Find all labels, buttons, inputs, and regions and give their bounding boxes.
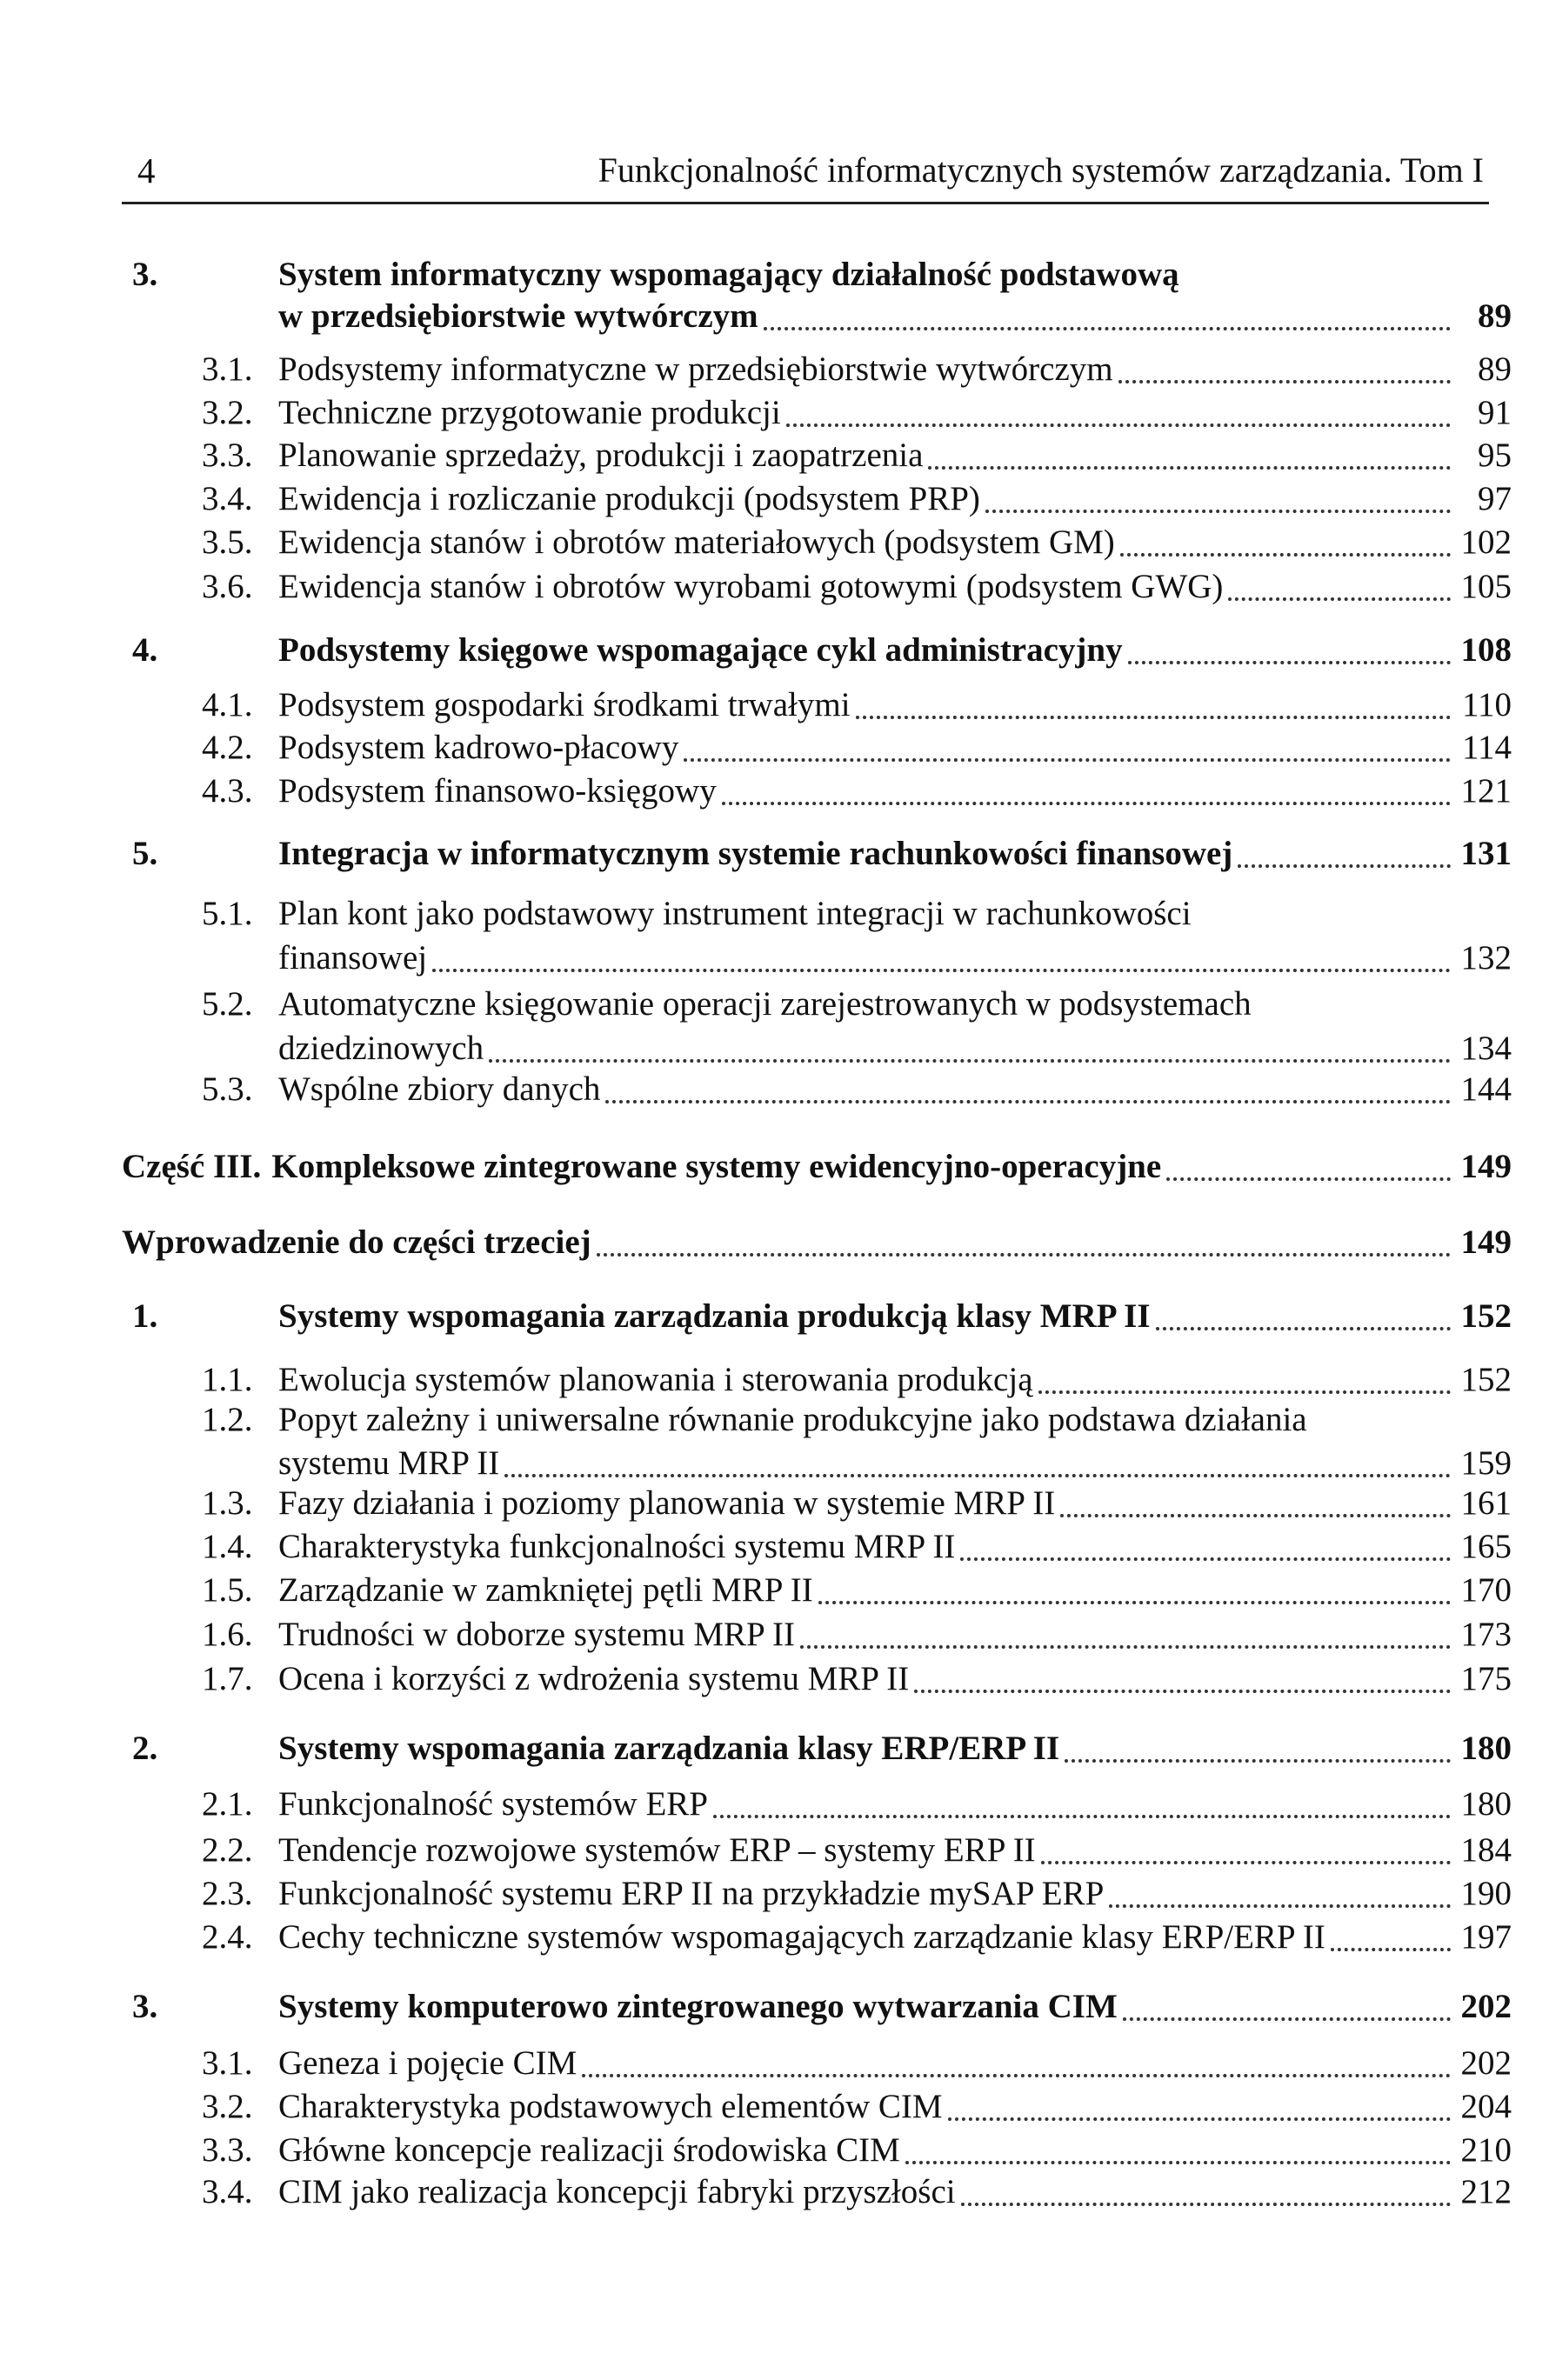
toc-title: Tendencje rozwojowe systemów ERP – systemy ERP II (278, 1831, 1036, 1869)
toc-title: CIM jako realizacja koncepcji fabryki przyszłości (278, 2173, 956, 2210)
toc-title: systemu MRP II (278, 1444, 500, 1482)
toc-page-number: 149 (1460, 1223, 1512, 1261)
toc-number: 5.1. (202, 895, 253, 932)
dot-leader (1065, 1759, 1451, 1763)
dot-leader (605, 1100, 1451, 1103)
toc-line (122, 1615, 1513, 1658)
dot-leader (1228, 597, 1451, 601)
toc-title: Ewolucja systemów planowania i sterowania produkcją (278, 1361, 1033, 1398)
toc-line (122, 1223, 1513, 1266)
toc-page-number: 89 (1478, 350, 1512, 388)
toc-line (122, 350, 1513, 393)
toc-line (122, 1784, 1513, 1828)
toc-number: 3.6. (202, 568, 253, 605)
toc-title: Główne koncepcje realizacji środowiska CIM (278, 2131, 900, 2169)
toc-page-number: 121 (1460, 772, 1512, 810)
toc-title: Wprowadzenie do części trzeciej (122, 1223, 591, 1261)
toc-page-number: 91 (1478, 394, 1512, 431)
dot-leader (432, 969, 1451, 972)
toc-line (122, 728, 1513, 771)
toc-page-number: 184 (1460, 1831, 1512, 1869)
toc-title: Charakterystyka podstawowych elementów CIM (278, 2088, 943, 2125)
toc-title: Podsystemy informatyczne w przedsiębiorstwie wytwórczym (278, 350, 1113, 388)
running-title: Funkcjonalność informatycznych systemów zarządzania. Tom I (598, 150, 1484, 190)
dot-leader (713, 1815, 1451, 1818)
toc-line (122, 1483, 1513, 1527)
toc-line (122, 938, 1513, 982)
toc-title: Wspólne zbiory danych (278, 1070, 601, 1108)
dot-leader (1041, 1861, 1451, 1864)
toc-title: Fazy działania i poziomy planowania w systemie MRP II (278, 1484, 1056, 1522)
toc-line (122, 984, 1513, 1028)
toc-number: 1.4. (202, 1528, 253, 1565)
toc-number: 3.3. (202, 437, 253, 474)
toc-line (122, 1400, 1513, 1443)
toc-page-number: 132 (1460, 939, 1512, 977)
toc-line (122, 1147, 1513, 1190)
toc-page-number: 134 (1460, 1030, 1512, 1067)
toc-line (122, 1070, 1513, 1113)
toc-line (122, 1570, 1513, 1614)
toc-title: System informatyczny wspomagający działalność podstawową (278, 256, 1179, 293)
toc-line (122, 2130, 1513, 2174)
toc-title: finansowej (278, 939, 428, 977)
toc-title: Systemy wspomagania zarządzania klasy ERP/ERP II (278, 1730, 1060, 1767)
toc-page-number: 197 (1460, 1918, 1512, 1956)
toc-line (122, 567, 1513, 610)
toc-title: Systemy wspomagania zarządzania produkcją klasy MRP II (278, 1297, 1151, 1335)
dot-leader (1166, 1177, 1451, 1181)
dot-leader (786, 423, 1451, 427)
dot-leader (1120, 553, 1451, 557)
toc-page-number: 161 (1460, 1484, 1512, 1522)
toc-title: dziedzinowych (278, 1030, 484, 1067)
toc-line (122, 1874, 1513, 1917)
toc-page-number: 108 (1460, 631, 1512, 669)
toc-page-number: 89 (1478, 297, 1512, 335)
toc-number: 3.4. (202, 2173, 253, 2210)
toc-page-number: 175 (1460, 1660, 1512, 1697)
dot-leader (914, 1690, 1451, 1693)
toc-number: 2.3. (202, 1875, 253, 1912)
toc-title: Charakterystyka funkcjonalności systemu MRP II (278, 1528, 956, 1565)
dot-leader (722, 802, 1451, 805)
dot-leader (928, 466, 1451, 470)
toc-number: 5. (132, 835, 158, 872)
toc-title: Funkcjonalność systemów ERP (278, 1785, 708, 1823)
toc-number: 3.1. (202, 2044, 253, 2082)
page-number: 4 (137, 150, 156, 190)
dot-leader (1038, 1390, 1451, 1394)
toc-title: Ewidencja stanów i obrotów wyrobami gotowymi (podsystem GWG) (278, 568, 1224, 605)
toc-title: Techniczne przygotowanie produkcji (278, 394, 781, 431)
toc-line (122, 255, 1513, 298)
toc-page-number: 190 (1460, 1875, 1512, 1912)
toc-number: 3.2. (202, 2088, 253, 2125)
toc-line (122, 894, 1513, 937)
toc-page-number: 102 (1460, 523, 1512, 561)
toc-line (122, 1729, 1513, 1772)
toc-number: 3.3. (202, 2131, 253, 2169)
toc-page-number: 95 (1478, 437, 1512, 474)
toc-number: 1.2. (202, 1401, 253, 1438)
toc-page-number: 114 (1461, 729, 1512, 766)
toc-page-number: 110 (1461, 686, 1512, 723)
dot-leader (582, 2074, 1451, 2077)
toc-title: Ewidencja i rozliczanie produkcji (podsystem PRP) (278, 480, 980, 517)
toc-number: 5.2. (202, 985, 253, 1023)
dot-leader (597, 1253, 1451, 1257)
dot-leader (960, 1557, 1451, 1561)
toc-title: Systemy komputerowo zintegrowanego wytwarzania CIM (278, 1988, 1118, 2025)
toc-title: Popyt zależny i uniwersalne równanie produkcyjne jako podstawa działania (278, 1401, 1307, 1438)
toc-title: Ewidencja stanów i obrotów materiałowych (podsystem GM) (278, 523, 1115, 561)
toc-title: Podsystemy księgowe wspomagające cykl administracyjny (278, 631, 1123, 669)
toc-title: Planowanie sprzedaży, produkcji i zaopatrzenia (278, 437, 924, 474)
toc-page-number: 159 (1460, 1444, 1512, 1482)
toc-line (122, 2172, 1513, 2216)
toc-line (122, 771, 1513, 815)
toc-line (122, 1987, 1513, 2030)
toc-number: 1.7. (202, 1660, 253, 1697)
toc-line (122, 479, 1513, 523)
dot-leader (504, 1474, 1451, 1477)
dot-leader (1238, 864, 1451, 868)
dot-leader (818, 1601, 1451, 1604)
toc-number: Część III. (122, 1148, 262, 1185)
toc-page-number: 180 (1460, 1785, 1512, 1823)
dot-leader (489, 1059, 1451, 1063)
toc-number: 3. (132, 1988, 158, 2025)
toc-title: Automatyczne księgowanie operacji zarejestrowanych w podsystemach (278, 985, 1252, 1023)
toc-page-number: 173 (1460, 1616, 1512, 1653)
toc-number: 4. (132, 631, 158, 669)
toc-page-number: 144 (1460, 1070, 1512, 1108)
toc-number: 3. (132, 256, 158, 293)
toc-line (122, 1527, 1513, 1570)
dot-leader (1109, 1904, 1451, 1908)
toc-number: 1.5. (202, 1571, 253, 1609)
toc-page-number: 165 (1460, 1528, 1512, 1565)
toc-line (122, 297, 1513, 340)
toc-title: Ocena i korzyści z wdrożenia systemu MRP II (278, 1660, 910, 1697)
toc-number: 5.3. (202, 1070, 253, 1108)
toc-line (122, 523, 1513, 566)
toc-title: Funkcjonalność systemu ERP II na przykładzie mySAP ERP (278, 1875, 1105, 1912)
toc-page-number: 97 (1478, 480, 1512, 517)
toc-page-number: 202 (1460, 1988, 1512, 2025)
toc-page-number: 204 (1460, 2088, 1512, 2125)
dot-leader (800, 1645, 1451, 1649)
toc-number: 2.2. (202, 1831, 253, 1869)
toc-page-number: 131 (1460, 835, 1512, 872)
toc-line (122, 436, 1513, 479)
dot-leader (961, 2203, 1451, 2206)
dot-leader (1156, 1327, 1451, 1330)
toc-number: 4.3. (202, 772, 253, 810)
toc-number: 2. (132, 1730, 158, 1767)
toc-number: 1.1. (202, 1361, 253, 1398)
toc-number: 3.1. (202, 350, 253, 388)
dot-leader (1123, 2017, 1451, 2021)
toc-page-number: 152 (1460, 1297, 1512, 1335)
dot-leader (856, 716, 1451, 719)
toc-number: 2.4. (202, 1918, 253, 1956)
toc-number: 3.5. (202, 523, 253, 561)
toc-number: 1.3. (202, 1484, 253, 1522)
toc-line (122, 1659, 1513, 1703)
toc-number: 1.6. (202, 1616, 253, 1653)
toc-title: Geneza i pojęcie CIM (278, 2044, 578, 2082)
toc-line (122, 1297, 1513, 1340)
toc-page-number: 105 (1460, 568, 1512, 605)
dot-leader (684, 758, 1451, 762)
toc-page-number: 202 (1460, 2044, 1512, 2082)
toc-line (122, 834, 1513, 877)
toc-page-number: 212 (1460, 2173, 1512, 2210)
toc-title: Zarządzanie w zamkniętej pętli MRP II (278, 1571, 813, 1609)
toc-line (122, 2087, 1513, 2130)
toc-number: 4.1. (202, 686, 253, 723)
toc-title: Podsystem gospodarki środkami trwałymi (278, 686, 851, 723)
dot-leader (948, 2117, 1451, 2121)
toc-title: Plan kont jako podstawowy instrument integracji w rachunkowości (278, 895, 1192, 932)
toc-number: 1. (132, 1297, 158, 1335)
toc-number: 3.2. (202, 394, 253, 431)
dot-leader (905, 2161, 1451, 2164)
toc-title: Podsystem kadrowo-płacowy (278, 729, 679, 766)
toc-page-number: 180 (1460, 1730, 1512, 1767)
toc-title: w przedsiębiorstwie wytwórczym (278, 297, 758, 335)
toc-title: Kompleksowe zintegrowane systemy ewidencyjno-operacyjne (271, 1148, 1162, 1185)
dot-leader (764, 327, 1451, 330)
toc-line (122, 630, 1513, 674)
toc-line (122, 1029, 1513, 1072)
toc-page-number: 210 (1460, 2131, 1512, 2169)
toc-title: Podsystem finansowo-księgowy (278, 772, 717, 810)
toc-line (122, 2043, 1513, 2087)
dot-leader (1118, 380, 1451, 383)
toc-line (122, 685, 1513, 729)
toc-number: 4.2. (202, 729, 253, 766)
dot-leader (1060, 1514, 1451, 1517)
toc-number: 3.4. (202, 480, 253, 517)
dot-leader (1128, 661, 1451, 664)
toc-title: Trudności w doborze systemu MRP II (278, 1616, 796, 1653)
toc-page-number: 152 (1460, 1361, 1512, 1398)
toc-title: Cechy techniczne systemów wspomagających zarządzanie klasy ERP/ERP II (278, 1918, 1325, 1956)
toc-line (122, 1360, 1513, 1403)
toc-page-number: 149 (1460, 1148, 1512, 1185)
toc-number: 2.1. (202, 1785, 253, 1823)
toc-title: Integracja w informatycznym systemie rachunkowości finansowej (278, 835, 1233, 872)
toc-page-number: 170 (1460, 1571, 1512, 1609)
toc-line (122, 393, 1513, 437)
running-header (122, 150, 1489, 204)
toc-line (122, 1443, 1513, 1487)
toc-line (122, 1830, 1513, 1874)
dot-leader (985, 510, 1451, 513)
toc-line (122, 1917, 1513, 1961)
